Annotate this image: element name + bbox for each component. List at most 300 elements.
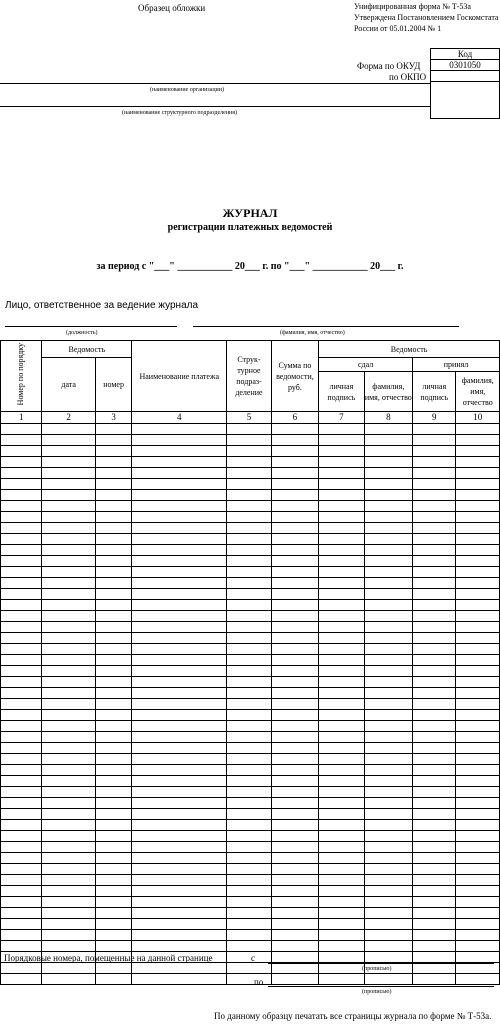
table-cell [132,479,227,490]
table-cell [227,776,271,787]
table-cell [364,831,412,842]
table-cell [364,633,412,644]
table-cell [456,809,500,820]
table-cell [95,622,131,633]
table-cell [319,963,364,974]
table-cell [319,600,364,611]
table-cell [132,666,227,677]
position-caption: (должность) [66,330,98,336]
table-cell [132,787,227,798]
table-cell [413,501,456,512]
header-payment: Наименование платежа [132,341,227,412]
table-cell [319,908,364,919]
table-cell [227,457,271,468]
table-cell [95,864,131,875]
table-cell [227,501,271,512]
table-cell [456,622,500,633]
table-cell [413,490,456,501]
table-cell [132,545,227,556]
table-cell [42,556,96,567]
table-cell [95,974,131,985]
table-cell [132,842,227,853]
table-cell [227,842,271,853]
table-row [1,963,500,974]
form-line-2: Утверждена Постановлением Госкомстата [354,13,499,22]
org-name-line [0,83,430,84]
table-cell [95,853,131,864]
table-cell [456,831,500,842]
journal-table [0,340,500,985]
fio-caption: (фамилия, имя, отчество) [280,330,345,336]
table-cell [364,556,412,567]
table-cell [319,754,364,765]
table-cell [1,875,42,886]
table-cell [42,721,96,732]
table-cell [456,655,500,666]
table-cell [132,699,227,710]
table-cell [95,765,131,776]
table-cell [456,633,500,644]
table-cell [319,952,364,963]
table-cell [413,831,456,842]
table-cell [42,809,96,820]
col-num-6: 6 [271,412,318,424]
table-cell [1,622,42,633]
table-cell [413,655,456,666]
table-cell [42,853,96,864]
table-row [1,688,500,699]
header-number: номер [95,358,131,412]
table-cell [1,479,42,490]
table-cell [271,743,318,754]
table-cell [132,930,227,941]
table-cell [413,611,456,622]
col-num-3: 3 [95,412,131,424]
table-cell [271,435,318,446]
table-cell [1,655,42,666]
responsible-label: Лицо, ответственное за ведение журнала [5,300,199,311]
table-cell [42,545,96,556]
table-cell [42,611,96,622]
header-date: дата [42,358,96,412]
table-cell [227,974,271,985]
table-cell [227,655,271,666]
table-cell [364,886,412,897]
table-cell [132,600,227,611]
table-cell [1,776,42,787]
table-cell [364,765,412,776]
table-cell [456,534,500,545]
table-cell [227,765,271,776]
table-cell [456,435,500,446]
table-cell [319,457,364,468]
table-cell [456,952,500,963]
table-cell [364,567,412,578]
table-cell [456,743,500,754]
table-cell [364,611,412,622]
form-line-3: России от 05.01.2004 № 1 [354,24,442,33]
table-cell [227,578,271,589]
table-cell [271,886,318,897]
table-cell [364,446,412,457]
table-cell [364,666,412,677]
table-cell [227,952,271,963]
table-cell [456,908,500,919]
table-cell [319,644,364,655]
table-cell [1,545,42,556]
table-row [1,611,500,622]
table-cell [1,974,42,985]
table-cell [413,644,456,655]
table-cell [95,963,131,974]
table-cell [95,457,131,468]
table-cell [227,611,271,622]
table-row [1,523,500,534]
table-cell [95,556,131,567]
table-cell [1,611,42,622]
table-cell [132,886,227,897]
table-cell [1,435,42,446]
table-cell [42,424,96,435]
table-cell [413,930,456,941]
table-cell [132,743,227,754]
table-row [1,468,500,479]
table-cell [42,655,96,666]
from-label: с [251,953,255,963]
table-cell [95,908,131,919]
table-row [1,930,500,941]
table-cell [227,424,271,435]
table-cell [1,666,42,677]
table-cell [413,688,456,699]
table-cell [95,721,131,732]
table-cell [413,534,456,545]
table-cell [227,677,271,688]
table-row [1,490,500,501]
table-cell [1,567,42,578]
table-cell [227,512,271,523]
org-name-caption: (наименование организации) [150,87,224,93]
table-row [1,842,500,853]
table-row [1,457,500,468]
table-cell [364,732,412,743]
table-cell [319,853,364,864]
table-cell [364,941,412,952]
table-row [1,633,500,644]
table-cell [364,479,412,490]
table-cell [319,831,364,842]
table-cell [364,512,412,523]
table-cell [319,842,364,853]
table-cell [271,479,318,490]
table-cell [42,479,96,490]
table-cell [364,578,412,589]
table-cell [456,512,500,523]
table-cell [1,941,42,952]
table-cell [42,600,96,611]
table-cell [42,633,96,644]
table-row [1,974,500,985]
table-cell [42,644,96,655]
table-cell [1,644,42,655]
table-cell [271,897,318,908]
table-cell [456,974,500,985]
table-cell [1,446,42,457]
table-cell [413,446,456,457]
table-cell [132,897,227,908]
table-cell [456,787,500,798]
table-row [1,809,500,820]
table-cell [456,754,500,765]
table-cell [271,732,318,743]
table-cell [364,787,412,798]
table-cell [319,677,364,688]
table-cell [1,864,42,875]
table-cell [227,732,271,743]
table-cell [95,787,131,798]
table-cell [132,864,227,875]
table-cell [364,710,412,721]
table-cell [413,875,456,886]
table-cell [364,853,412,864]
table-cell [42,468,96,479]
table-cell [227,556,271,567]
print-note: По данному образцу печатать все страницы журнала по форме № Т-53а. [214,1011,492,1021]
table-cell [1,897,42,908]
table-row [1,732,500,743]
table-cell [1,842,42,853]
table-cell [271,809,318,820]
table-cell [132,633,227,644]
table-cell [319,919,364,930]
table-cell [456,688,500,699]
table-cell [132,424,227,435]
table-cell [1,787,42,798]
table-cell [456,919,500,930]
to-caption: (прописью) [362,989,392,995]
table-cell [271,556,318,567]
table-cell [271,853,318,864]
table-cell [227,545,271,556]
table-cell [319,721,364,732]
table-cell [132,556,227,567]
table-cell [95,655,131,666]
table-cell [271,963,318,974]
table-cell [227,919,271,930]
table-cell [95,743,131,754]
table-cell [132,908,227,919]
table-cell [42,490,96,501]
table-cell [95,512,131,523]
position-line [5,326,177,327]
col-num-7: 7 [319,412,364,424]
table-cell [319,501,364,512]
table-cell [271,644,318,655]
table-cell [364,809,412,820]
table-cell [413,754,456,765]
table-cell [271,842,318,853]
table-cell [413,589,456,600]
table-cell [271,798,318,809]
table-cell [364,490,412,501]
table-cell [271,908,318,919]
table-cell [319,424,364,435]
table-cell [1,512,42,523]
table-cell [413,842,456,853]
table-cell [1,556,42,567]
table-cell [364,589,412,600]
table-row [1,578,500,589]
table-row [1,787,500,798]
table-cell [227,523,271,534]
table-cell [364,622,412,633]
table-cell [132,765,227,776]
table-cell [456,941,500,952]
from-line [268,963,494,964]
table-cell [132,567,227,578]
table-cell [95,523,131,534]
table-cell [271,699,318,710]
table-cell [456,875,500,886]
table-cell [319,897,364,908]
table-cell [413,523,456,534]
table-cell [95,919,131,930]
table-cell [132,655,227,666]
table-cell [227,446,271,457]
table-cell [42,501,96,512]
table-cell [1,457,42,468]
table-cell [364,468,412,479]
table-cell [227,644,271,655]
table-cell [456,666,500,677]
table-cell [319,710,364,721]
unit-name-caption: (наименование структурного подразделения) [122,110,238,116]
table-cell [95,666,131,677]
table-cell [319,864,364,875]
table-cell [413,578,456,589]
table-cell [456,930,500,941]
table-cell [413,776,456,787]
table-cell [319,435,364,446]
table-cell [271,468,318,479]
header-prinyal-sign: личная подпись [413,372,456,412]
table-cell [227,622,271,633]
table-cell [227,479,271,490]
table-cell [42,963,96,974]
table-cell [132,677,227,688]
table-cell [42,677,96,688]
table-cell [42,666,96,677]
table-cell [271,446,318,457]
table-cell [364,523,412,534]
table-cell [227,864,271,875]
table-cell [132,732,227,743]
table-cell [42,930,96,941]
table-cell [132,853,227,864]
table-cell [227,633,271,644]
table-cell [364,457,412,468]
table-cell [456,468,500,479]
table-cell [271,787,318,798]
table-row [1,820,500,831]
table-cell [456,501,500,512]
table-cell [1,743,42,754]
table-cell [42,743,96,754]
table-cell [1,710,42,721]
header-prinyal: принял [413,358,500,372]
table-cell [413,941,456,952]
table-cell [271,721,318,732]
table-cell [227,699,271,710]
table-cell [132,622,227,633]
table-cell [227,468,271,479]
table-cell [413,908,456,919]
table-cell [227,897,271,908]
table-cell [319,743,364,754]
table-cell [271,523,318,534]
table-cell [413,633,456,644]
table-cell [319,930,364,941]
table-cell [319,787,364,798]
table-cell [1,589,42,600]
table-cell [227,589,271,600]
table-cell [227,435,271,446]
table-cell [271,710,318,721]
table-row [1,622,500,633]
table-cell [364,721,412,732]
table-cell [271,490,318,501]
table-cell [132,809,227,820]
table-cell [319,534,364,545]
table-cell [364,842,412,853]
table-row [1,743,500,754]
table-cell [132,468,227,479]
table-cell [456,424,500,435]
table-cell [95,424,131,435]
table-cell [319,545,364,556]
table-cell [132,974,227,985]
table-cell [227,798,271,809]
table-cell [364,820,412,831]
table-cell [413,622,456,633]
form-line-1: Унифицированная форма № Т-53а [354,2,471,11]
table-cell [42,589,96,600]
table-row [1,424,500,435]
table-cell [95,589,131,600]
table-cell [95,545,131,556]
table-cell [95,468,131,479]
table-cell [319,820,364,831]
table-cell [95,820,131,831]
table-cell [456,820,500,831]
table-cell [413,886,456,897]
table-cell [132,919,227,930]
table-cell [271,820,318,831]
table-cell [1,600,42,611]
table-cell [227,721,271,732]
table-cell [132,446,227,457]
table-cell [413,974,456,985]
table-cell [95,941,131,952]
table-cell [319,567,364,578]
table-row [1,864,500,875]
table-cell [413,567,456,578]
table-cell [42,908,96,919]
table-cell [42,787,96,798]
table-cell [42,534,96,545]
table-cell [95,842,131,853]
table-cell [227,600,271,611]
